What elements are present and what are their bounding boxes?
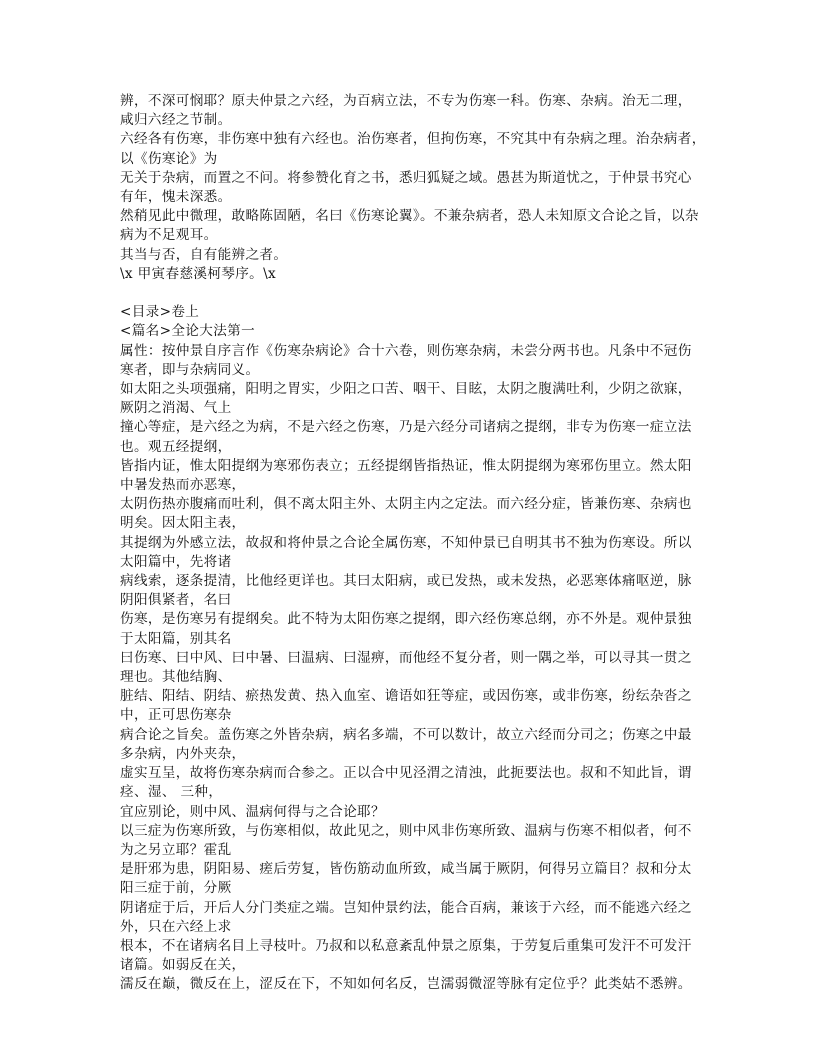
text-line: 于太阳篇，别其名 bbox=[120, 630, 232, 647]
text-line: 寒者，即与杂病同义。 bbox=[120, 361, 260, 378]
text-line: 以《伤寒论》为 bbox=[120, 150, 218, 167]
text-line: 虚实互呈，故将伤寒杂病而合参之。正以合中见泾渭之清浊，此扼要法也。叔和不知此旨，谓 bbox=[120, 765, 692, 782]
text-line: 曰伤寒、曰中风、曰中暑、曰温病、曰湿痹，而他经不复分者，则一隅之举，可以寻其一贯之 bbox=[120, 649, 692, 666]
text-line: 咸归六经之节制。 bbox=[120, 112, 232, 129]
text-line: 阴阳俱紧者，名曰 bbox=[120, 592, 232, 609]
text-line: 其当与否，自有能辨之者。 bbox=[120, 246, 288, 263]
paragraph-spacer bbox=[120, 284, 704, 303]
text-line: <目录>卷上 bbox=[120, 304, 200, 321]
text-line: 痉、湿、 三种， bbox=[120, 784, 223, 801]
text-line: 有年，愧未深悉。 bbox=[120, 189, 232, 206]
chapter-body-section bbox=[120, 303, 704, 994]
text-line: 诸篇。如弱反在关， bbox=[120, 957, 246, 974]
text-line: 是肝邪为患，阴阳易、瘥后劳复，皆伤筋动血所致，咸当属于厥阴，何得另立篇目？叔和分太 bbox=[120, 861, 692, 878]
text-line: 病为不足观耳。 bbox=[120, 227, 218, 244]
text-line: 阴诸症于后，开后人分门类症之端。岂知仲景约法，能合百病，兼该于六经，而不能逃六经之 bbox=[120, 899, 692, 916]
text-line: 无关于杂病，而置之不问。将参赞化育之书，悉归狐疑之域。愚甚为斯道忧之，于仲景书究心 bbox=[120, 169, 692, 186]
text-line: 如太阳之头项强痛，阳明之胃实，少阳之口苦、咽干、目眩，太阴之腹满吐利，少阴之欲寐， bbox=[120, 381, 692, 398]
text-line: 多杂病，内外夹杂， bbox=[120, 745, 246, 762]
text-line: 六经各有伤寒，非伤寒中独有六经也。治伤寒者，但拘伤寒，不究其中有杂病之理。治杂病者， bbox=[120, 131, 706, 148]
text-line: 宜应别论，则中风、温病何得与之合论耶？ bbox=[120, 803, 385, 820]
text-line: 濡反在巅，微反在上，涩反在下，不知如何名反，岂濡弱微涩等脉有定位乎？此类姑不悉辨。 bbox=[120, 976, 692, 993]
text-line: 理也。其他结胸、 bbox=[120, 669, 232, 686]
text-line: 撞心等症，是六经之为病，不是六经之伤寒，乃是六经分司诸病之提纲，非专为伤寒一症立法 bbox=[120, 419, 692, 436]
text-line: 其提纲为外感立法，故叔和将仲景之合论全属伤寒，不知仲景已自明其书不独为伤寒设。所以 bbox=[120, 534, 692, 551]
text-line: 也。观五经提纲， bbox=[120, 438, 232, 455]
document-page bbox=[120, 92, 704, 995]
text-line: 病线索，逐条提清，比他经更详也。其曰太阳病，或已发热，或未发热，必恶寒体痛呕逆，脉 bbox=[120, 573, 692, 590]
text-line: 阳三症于前，分厥 bbox=[120, 880, 232, 897]
text-line: 根本，不在诸病名目上寻枝叶。乃叔和以私意紊乱仲景之原集，于劳复后重集可发汗不可发汗 bbox=[120, 937, 692, 954]
text-line: 脏结、阳结、阴结、瘀热发黄、热入血室、谵语如狂等症，或因伤寒，或非伤寒，纷纭杂沓之 bbox=[120, 688, 692, 705]
text-line: 太阳篇中，先将诸 bbox=[120, 553, 232, 570]
text-line: 厥阴之消渴、气上 bbox=[120, 400, 232, 417]
text-line: 为之另立耶？霍乱 bbox=[120, 841, 232, 858]
preface-section bbox=[120, 92, 704, 284]
text-line: 外，只在六经上求 bbox=[120, 918, 232, 935]
text-line: \x 甲寅春慈溪柯琴序。\x bbox=[120, 265, 277, 282]
text-line: 太阴伤热亦腹痛而吐利，俱不离太阳主外、太阴主内之定法。而六经分症，皆兼伤寒、杂病也 bbox=[120, 496, 692, 513]
text-line: 明矣。因太阳主表， bbox=[120, 515, 246, 532]
text-line: 属性：按仲景自序言作《伤寒杂病论》合十六卷，则伤寒杂病，未尝分两书也。凡条中不冠伤 bbox=[120, 342, 692, 359]
text-line: 中，正可思伤寒杂 bbox=[120, 707, 232, 724]
text-line: 皆指内证，惟太阳提纲为寒邪伤表立；五经提纲皆指热证，惟太阴提纲为寒邪伤里立。然太阳 bbox=[120, 457, 692, 474]
text-line: 然稍见此中微理，敢略陈固陋，名曰《伤寒论翼》。不兼杂病者，恐人未知原文合论之旨，以杂 bbox=[120, 208, 699, 225]
text-line: 伤寒，是伤寒另有提纲矣。此不特为太阳伤寒之提纲，即六经伤寒总纲，亦不外是。观仲景独 bbox=[120, 611, 692, 628]
text-line: 以三症为伤寒所致，与伤寒相似，故此见之，则中风非伤寒所致、温病与伤寒不相似者，何不 bbox=[120, 822, 692, 839]
text-line: 病合论之旨矣。盖伤寒之外皆杂病，病名多端，不可以数计，故立六经而分司之；伤寒之中最 bbox=[120, 726, 692, 743]
text-line: 辨，不深可悯耶？原夫仲景之六经，为百病立法，不专为伤寒一科。伤寒、杂病。治无二理， bbox=[120, 93, 692, 109]
text-line: <篇名>全论大法第一 bbox=[120, 323, 256, 340]
text-line: 中暑发热而亦恶寒， bbox=[120, 477, 246, 494]
